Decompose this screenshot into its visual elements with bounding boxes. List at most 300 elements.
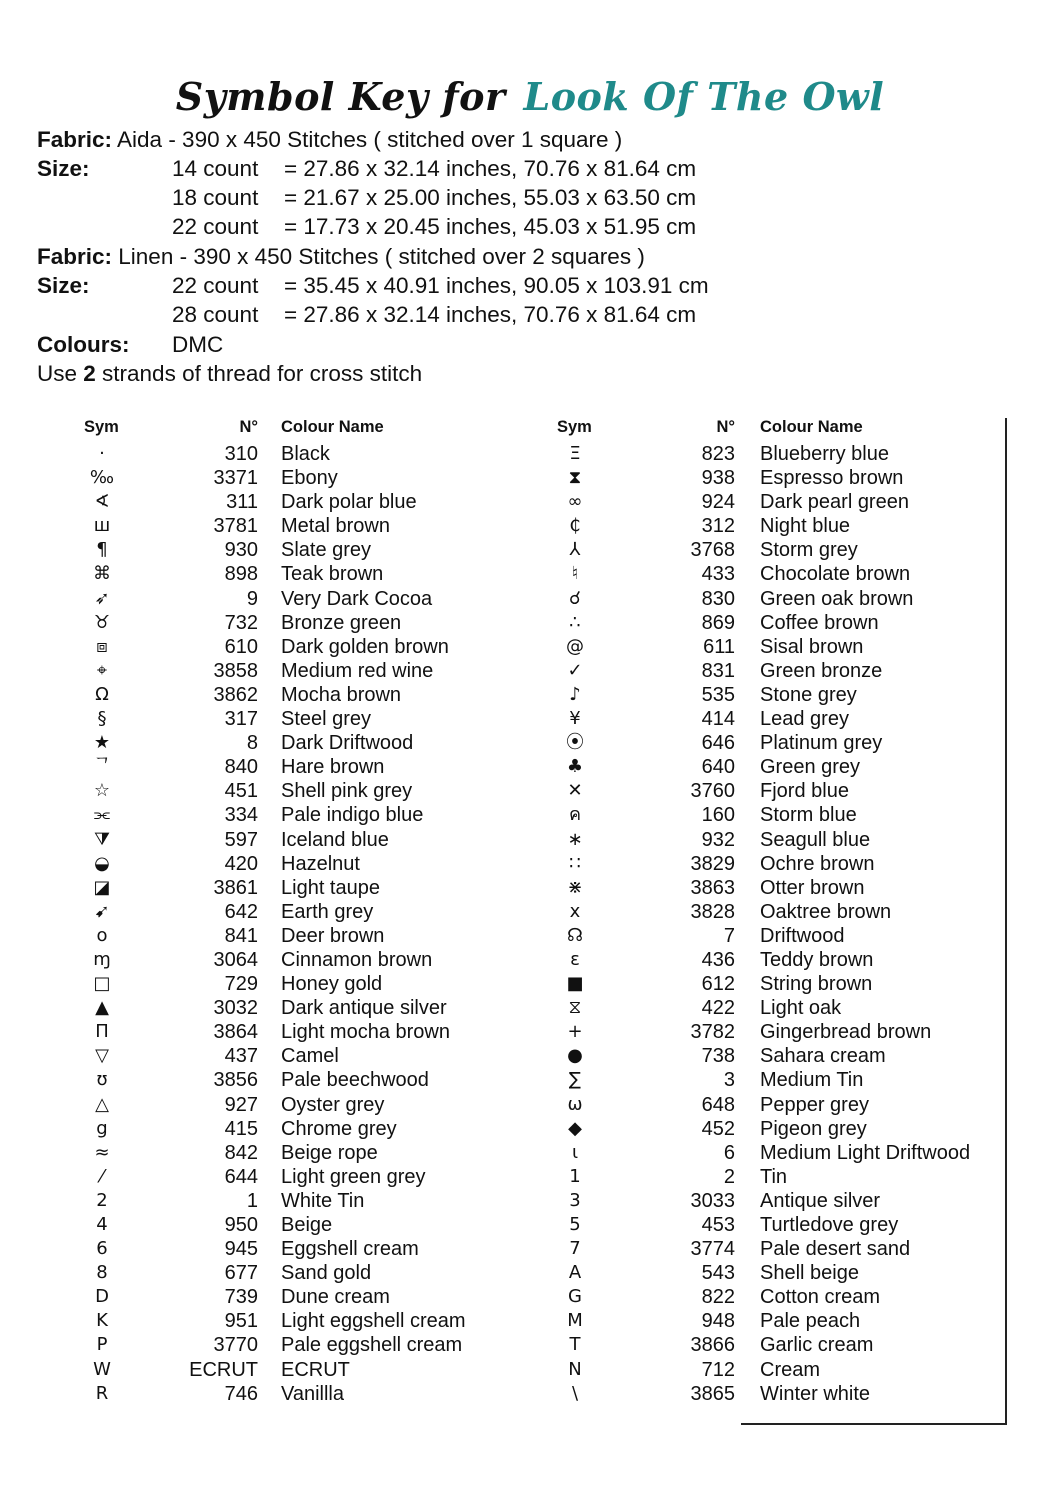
strands-note (37, 359, 422, 389)
colour-name-cell: Antique silver (760, 1189, 881, 1212)
symbol-cell: ≈ (94, 1141, 110, 1163)
colour-name-cell: Pale desert sand (760, 1238, 911, 1261)
colour-name-cell: Turtledove grey (760, 1214, 899, 1236)
colour-name-cell: Dark antique silver (281, 997, 447, 1020)
dmc-number-cell: 642 (224, 900, 258, 923)
colours-value: DMC (172, 332, 224, 357)
colour-name-cell: Very Dark Cocoa (281, 587, 433, 610)
symbol-cell: ∑ (568, 1069, 582, 1091)
symbol-cell: Π (95, 1021, 109, 1043)
dmc-number-cell: 732 (224, 611, 258, 634)
fabric-aida-line (37, 125, 622, 155)
symbol-cell: 6 (96, 1238, 108, 1260)
fabric-linen-text: Linen - 390 x 450 Stitches ( stitched over 2 squares ) (118, 244, 645, 269)
symbol-cell: ш (93, 515, 111, 537)
size-value: = 27.86 x 32.14 inches, 70.76 x 81.64 cm (284, 156, 697, 181)
colour-name-cell: Green bronze (760, 659, 883, 682)
dmc-number-cell: 738 (701, 1045, 735, 1068)
colour-name-cell: White Tin (281, 1189, 365, 1212)
dmc-number-cell: 2 (723, 1165, 735, 1188)
colour-name-cell: Teddy brown (760, 948, 874, 971)
colour-name-cell: Driftwood (760, 924, 845, 947)
dmc-number-cell: 640 (701, 756, 735, 779)
symbol-cell: ♉ (93, 611, 111, 633)
dmc-number-cell: 6 (723, 1141, 735, 1164)
dmc-number-cell: 924 (701, 491, 735, 514)
colour-name-cell: Light taupe (281, 876, 380, 899)
symbol-cell: ɱ (93, 948, 111, 970)
table-row (0, 1141, 1060, 1165)
symbol-cell: ☆ (93, 780, 111, 802)
colour-name-cell: Dune cream (281, 1286, 390, 1309)
table-row (0, 1117, 1060, 1141)
symbol-cell: ♪ (569, 683, 581, 705)
symbol-cell: 5 (569, 1214, 581, 1235)
symbol-cell: D (95, 1286, 109, 1308)
table-row (0, 1213, 1060, 1237)
table-row (0, 1309, 1060, 1333)
dmc-number-cell: 3032 (213, 997, 258, 1020)
table-row (0, 1358, 1060, 1382)
dmc-number-cell: 612 (701, 973, 735, 996)
dmc-number-cell: 898 (224, 563, 258, 586)
symbol-cell: N (568, 1358, 582, 1380)
dmc-number-cell: 1 (246, 1189, 258, 1212)
colour-name-cell: Shell pink grey (281, 780, 413, 803)
table-row (0, 707, 1060, 731)
colour-name-cell: Hazelnut (281, 852, 360, 875)
colour-name-cell: Fjord blue (760, 780, 849, 803)
colour-name-cell: Hare brown (281, 756, 385, 779)
symbol-cell: ∴ (569, 611, 581, 633)
colour-name-cell: Blueberry blue (760, 443, 889, 465)
size-label: Size: (37, 156, 90, 181)
table-row (0, 1261, 1060, 1285)
dmc-number-cell: 831 (701, 659, 735, 682)
colour-name-cell: Cotton cream (760, 1286, 881, 1309)
colour-name-cell: String brown (760, 973, 873, 996)
dmc-number-cell: 951 (224, 1310, 258, 1333)
colour-name-cell: Platinum grey (760, 732, 883, 755)
colour-name-cell: Teak brown (281, 563, 384, 586)
dmc-number-cell: 823 (701, 443, 735, 465)
colour-name-cell: Oyster grey (281, 1093, 385, 1116)
table-row (0, 731, 1060, 755)
colour-name-cell: Medium Light Driftwood (760, 1141, 971, 1164)
colour-name-cell: Dark polar blue (281, 491, 417, 514)
dmc-number-cell: 648 (701, 1093, 735, 1116)
dmc-number-cell: 3865 (690, 1382, 735, 1405)
symbol-cell: ⧖ (568, 997, 582, 1019)
colour-name-cell: Metal brown (281, 515, 390, 538)
dmc-number-cell: 610 (224, 635, 258, 658)
colour-name-cell: Light eggshell cream (281, 1310, 466, 1333)
dmc-number-cell: 948 (701, 1310, 735, 1333)
strands-pre: Use (37, 361, 84, 386)
dmc-number-cell: 3768 (690, 539, 735, 562)
symbol-cell: ● (567, 1045, 583, 1067)
dmc-number-cell: 334 (224, 804, 258, 827)
colour-name-cell: Beige rope (281, 1141, 378, 1164)
dmc-number-cell: 597 (224, 828, 258, 851)
symbol-cell: ◆ (568, 1117, 582, 1139)
table-row (0, 1237, 1060, 1261)
symbol-cell: ⁄ (100, 1165, 104, 1187)
symbol-cell: ⋇ (567, 876, 583, 898)
table-row (0, 659, 1060, 683)
symbol-cell: G (568, 1286, 582, 1308)
dmc-number-cell: 3829 (690, 852, 735, 875)
dmc-number-cell: 3774 (690, 1238, 735, 1261)
symbol-cell: ∢ (94, 491, 110, 513)
symbol-table-right (0, 418, 1060, 1406)
symbol-cell: M (567, 1310, 583, 1332)
dmc-number-cell: 840 (224, 756, 258, 779)
colour-name-cell: Gingerbread brown (760, 1021, 932, 1044)
symbol-cell: P (96, 1334, 108, 1356)
colour-name-cell: Honey gold (281, 973, 383, 996)
symbol-cell: ★ (93, 732, 111, 754)
symbol-cell: \ (571, 1382, 579, 1404)
colour-name-cell: Bronze green (281, 611, 402, 634)
colour-name-cell: Vanillla (281, 1382, 344, 1405)
dmc-number-cell: 830 (701, 587, 735, 610)
symbol-cell: 3 (569, 1189, 581, 1211)
dmc-number-cell: 739 (224, 1286, 258, 1309)
symbol-cell: 1 (569, 1165, 581, 1187)
size-count: 18 count (172, 185, 259, 210)
symbol-cell: ε (570, 948, 580, 970)
dmc-number-cell: 160 (701, 804, 735, 827)
fabric-label: Fabric: (37, 127, 113, 152)
strands-post: strands of thread for cross stitch (95, 361, 423, 386)
dmc-number-cell: 451 (224, 780, 258, 803)
colour-name-cell: Light mocha brown (281, 1021, 450, 1044)
size-value: = 21.67 x 25.00 inches, 55.03 x 63.50 cm (284, 185, 697, 210)
size-label: Size: (37, 273, 90, 298)
colour-name-cell: Winter white (760, 1382, 871, 1405)
colour-name-cell: Seagull blue (760, 828, 871, 851)
dmc-number-cell: 422 (701, 997, 735, 1020)
symbol-cell: ɩ (571, 1141, 579, 1163)
table-row (0, 514, 1060, 538)
symbol-cell: ค (568, 804, 582, 826)
table-row (0, 779, 1060, 803)
dmc-number-cell: 436 (701, 948, 735, 971)
symbol-cell: ◒ (94, 852, 110, 874)
symbol-cell: ♮ (571, 563, 579, 585)
table-border-right (1005, 418, 1007, 1424)
colour-name-header: Colour Name (760, 418, 863, 436)
dmc-number-cell: 869 (701, 611, 735, 634)
symbol-cell: ◪ (93, 876, 111, 898)
dmc-number-cell: 8 (246, 732, 258, 755)
dmc-number-cell: 3828 (690, 900, 735, 923)
dmc-number-cell: 3371 (213, 467, 258, 490)
symbol-cell: ᄀ (93, 756, 111, 778)
symbol-cell: ✓ (567, 659, 583, 681)
pattern-name: Look Of The Owl (523, 74, 885, 119)
symbol-cell: ✕ (567, 780, 583, 802)
symbol-cell: + (567, 1021, 583, 1043)
colour-name-cell: Storm blue (760, 804, 857, 827)
dmc-number-cell: 842 (224, 1141, 258, 1164)
dmc-number-cell: 9 (246, 587, 258, 610)
symbol-cell: o (96, 924, 108, 946)
colour-name-cell: Steel grey (281, 708, 372, 731)
colour-name-cell: Medium red wine (281, 659, 434, 682)
colour-name-cell: Chrome grey (281, 1117, 397, 1140)
dmc-number-cell: 677 (224, 1262, 258, 1285)
symbol-cell: K (96, 1310, 108, 1332)
size-count: 22 count (172, 273, 259, 298)
colour-name-cell: ECRUT (281, 1358, 350, 1381)
symbol-cell: ¶ (96, 539, 108, 561)
dmc-number-cell: 712 (701, 1358, 735, 1381)
dmc-number-cell: 729 (224, 973, 258, 996)
fabric-aida-text: Aida - 390 x 450 Stitches ( stitched over 1 square ) (117, 127, 623, 152)
colour-name-cell: Dark pearl green (760, 491, 909, 514)
symbol-cell: W (93, 1358, 111, 1380)
symbol-cell: ➹ (94, 900, 110, 922)
colour-name-cell: Otter brown (760, 876, 865, 899)
symbol-cell: ■ (566, 973, 584, 995)
colour-name-cell: Ochre brown (760, 852, 875, 875)
colour-name-cell: Slate grey (281, 539, 372, 562)
dmc-number-cell: 950 (224, 1214, 258, 1236)
table-header (0, 418, 1060, 442)
colour-name-cell: Sisal brown (760, 635, 864, 658)
table-row (0, 611, 1060, 635)
symbol-cell: ▽ (95, 1045, 109, 1067)
size-linen-row (37, 271, 709, 301)
symbol-cell: Ω (95, 683, 109, 705)
dmc-number-cell: 3064 (213, 948, 258, 971)
dmc-number-cell: 312 (701, 515, 735, 538)
symbol-cell: 2 (96, 1189, 108, 1211)
dmc-number-cell: 543 (701, 1262, 735, 1285)
symbol-cell: 4 (96, 1214, 108, 1235)
colour-name-cell: Camel (281, 1045, 339, 1068)
dmc-number-cell: 3770 (213, 1334, 258, 1357)
colour-name-cell: Sahara cream (760, 1045, 886, 1068)
table-row (0, 1189, 1060, 1213)
dmc-number-cell: 3861 (213, 876, 258, 899)
colour-name-cell: Pale peach (760, 1310, 861, 1333)
dmc-number-cell: ECRUT (189, 1358, 258, 1381)
dmc-number-cell: 930 (224, 539, 258, 562)
table-row (0, 972, 1060, 996)
table-row (0, 490, 1060, 514)
colour-name-cell: Pale indigo blue (281, 804, 424, 827)
dmc-number-cell: 414 (701, 708, 735, 731)
colour-name-cell: Cream (760, 1358, 821, 1381)
table-row (0, 587, 1060, 611)
dmc-number-cell: 3781 (213, 515, 258, 538)
page-title (0, 74, 1060, 119)
colour-name-cell: Espresso brown (760, 467, 904, 490)
symbol-cell: ∷ (569, 852, 581, 874)
dmc-number-cell: 3782 (690, 1021, 735, 1044)
table-row (0, 828, 1060, 852)
dmc-number-cell: 3033 (690, 1189, 735, 1212)
colour-name-cell: Night blue (760, 515, 851, 538)
dmc-number-cell: 3 (723, 1069, 735, 1092)
table-row (0, 1020, 1060, 1044)
symbol-cell: ⧈ (96, 635, 108, 657)
dmc-number-cell: 7 (723, 924, 735, 947)
colour-name-cell: Dark Driftwood (281, 732, 414, 755)
symbol-cell: ⅄ (569, 539, 581, 561)
dmc-number-cell: 452 (701, 1117, 735, 1140)
dmc-number-cell: 746 (224, 1382, 258, 1405)
symbol-cell: 7 (569, 1238, 581, 1260)
dmc-number-cell: 3760 (690, 780, 735, 803)
dmc-number-cell: 3862 (213, 683, 258, 706)
symbol-cell: ⧗ (568, 467, 582, 489)
colour-name-cell: Chocolate brown (760, 563, 911, 586)
dmc-number-cell: 317 (224, 708, 258, 731)
colour-name-cell: Pale eggshell cream (281, 1334, 463, 1357)
dmc-number-cell: 535 (701, 683, 735, 706)
symbol-cell: A (568, 1262, 582, 1284)
symbol-cell: 8 (96, 1262, 108, 1284)
dmc-number-cell: 932 (701, 828, 735, 851)
symbol-cell: T (569, 1334, 581, 1356)
colour-name-cell: Green grey (760, 756, 861, 779)
table-row (0, 1165, 1060, 1189)
symbol-cell: ∗ (567, 828, 583, 850)
colour-name-header: Colour Name (281, 418, 384, 436)
symbol-cell: x (569, 900, 581, 922)
table-row (0, 538, 1060, 562)
colour-name-cell: Pale beechwood (281, 1069, 429, 1092)
dmc-number-cell: 311 (226, 491, 258, 514)
symbol-cell: ¥ (569, 708, 581, 730)
size-aida-row (37, 154, 697, 184)
table-row (0, 442, 1060, 466)
table-row (0, 803, 1060, 827)
symbol-cell: ⧩ (93, 828, 111, 850)
size-value: = 17.73 x 20.45 inches, 45.03 x 51.95 cm (284, 214, 697, 239)
size-value: = 27.86 x 32.14 inches, 70.76 x 81.64 cm (284, 302, 697, 327)
colour-name-cell: Medium Tin (760, 1069, 864, 1092)
symbol-cell: ☊ (567, 924, 583, 946)
colour-name-cell: Garlic cream (760, 1334, 874, 1357)
strands-count: 2 (83, 361, 96, 386)
dmc-number-cell: 938 (701, 467, 735, 490)
symbol-cell: ⦿ (566, 732, 584, 754)
table-row (0, 852, 1060, 876)
symbol-cell: g (96, 1117, 108, 1139)
symbol-cell: ▲ (95, 997, 109, 1019)
colour-name-cell: Coffee brown (760, 611, 879, 634)
symbol-cell: ⫘ (93, 804, 111, 826)
table-row (0, 466, 1060, 490)
colour-name-cell: Tin (760, 1165, 788, 1188)
dmc-number-cell: 841 (224, 924, 258, 947)
symbol-cell: R (95, 1382, 109, 1404)
colours-line (37, 330, 224, 360)
symbol-cell: □ (93, 973, 111, 995)
colour-name-cell: Light green grey (281, 1165, 426, 1188)
dmc-number-cell: 3864 (213, 1021, 258, 1044)
colour-name-cell: Lead grey (760, 708, 849, 731)
colour-name-cell: Ebony (281, 467, 338, 490)
sym-header: Sym (557, 418, 592, 436)
table-row (0, 924, 1060, 948)
size-count: 22 count (172, 214, 259, 239)
dmc-number-cell: 437 (224, 1045, 258, 1068)
symbol-cell: Ξ (569, 443, 581, 464)
size-count: 14 count (172, 156, 259, 181)
dmc-number-cell: 927 (224, 1093, 258, 1116)
size-value: = 35.45 x 40.91 inches, 90.05 x 103.91 cm (284, 273, 709, 298)
colour-name-cell: Green oak brown (760, 587, 914, 610)
symbol-cell: ♣ (566, 756, 584, 778)
symbol-cell: ʊ (96, 1069, 108, 1091)
colour-name-cell: Dark golden brown (281, 635, 449, 658)
dmc-number-cell: 3858 (213, 659, 258, 682)
fabric-label: Fabric: (37, 244, 113, 269)
colour-name-cell: Iceland blue (281, 828, 389, 851)
sym-header: Sym (84, 418, 119, 436)
symbol-cell: △ (95, 1093, 109, 1115)
table-row (0, 1333, 1060, 1357)
symbol-cell: ➶ (94, 587, 110, 609)
table-row (0, 562, 1060, 586)
size-count: 28 count (172, 302, 259, 327)
table-row (0, 755, 1060, 779)
table-row (0, 948, 1060, 972)
table-border-bottom (741, 1423, 1007, 1425)
dmc-number-cell: 453 (701, 1214, 735, 1236)
table-row (0, 900, 1060, 924)
dmc-number-cell: 310 (224, 443, 258, 465)
colour-name-cell: Pepper grey (760, 1093, 869, 1116)
number-header: N° (716, 418, 735, 436)
colour-name-cell: Storm grey (760, 539, 858, 562)
symbol-cell: ⌖ (96, 659, 108, 681)
symbol-cell: ω (567, 1093, 583, 1115)
dmc-number-cell: 945 (224, 1238, 258, 1261)
table-row (0, 683, 1060, 707)
colour-name-cell: Cinnamon brown (281, 948, 433, 971)
colour-name-cell: Oaktree brown (760, 900, 892, 923)
table-row (0, 1068, 1060, 1092)
dmc-number-cell: 822 (701, 1286, 735, 1309)
colour-name-cell: Light oak (760, 997, 842, 1020)
colour-name-cell: Earth grey (281, 900, 374, 923)
colour-name-cell: Black (281, 443, 330, 465)
colour-name-cell: Stone grey (760, 683, 857, 706)
dmc-number-cell: 3856 (213, 1069, 258, 1092)
table-row (0, 1285, 1060, 1309)
symbol-cell: · (99, 443, 105, 464)
dmc-number-cell: 644 (224, 1165, 258, 1188)
colour-name-cell: Beige (281, 1214, 333, 1236)
table-row (0, 1382, 1060, 1406)
colour-name-cell: Deer brown (281, 924, 385, 947)
colour-name-cell: Pigeon grey (760, 1117, 867, 1140)
colour-name-cell: Mocha brown (281, 683, 402, 706)
colours-label: Colours: (37, 332, 130, 357)
colour-name-cell: Shell beige (760, 1262, 859, 1285)
table-row (0, 1093, 1060, 1117)
dmc-number-cell: 611 (703, 635, 735, 658)
dmc-number-cell: 415 (224, 1117, 258, 1140)
table-row (0, 876, 1060, 900)
